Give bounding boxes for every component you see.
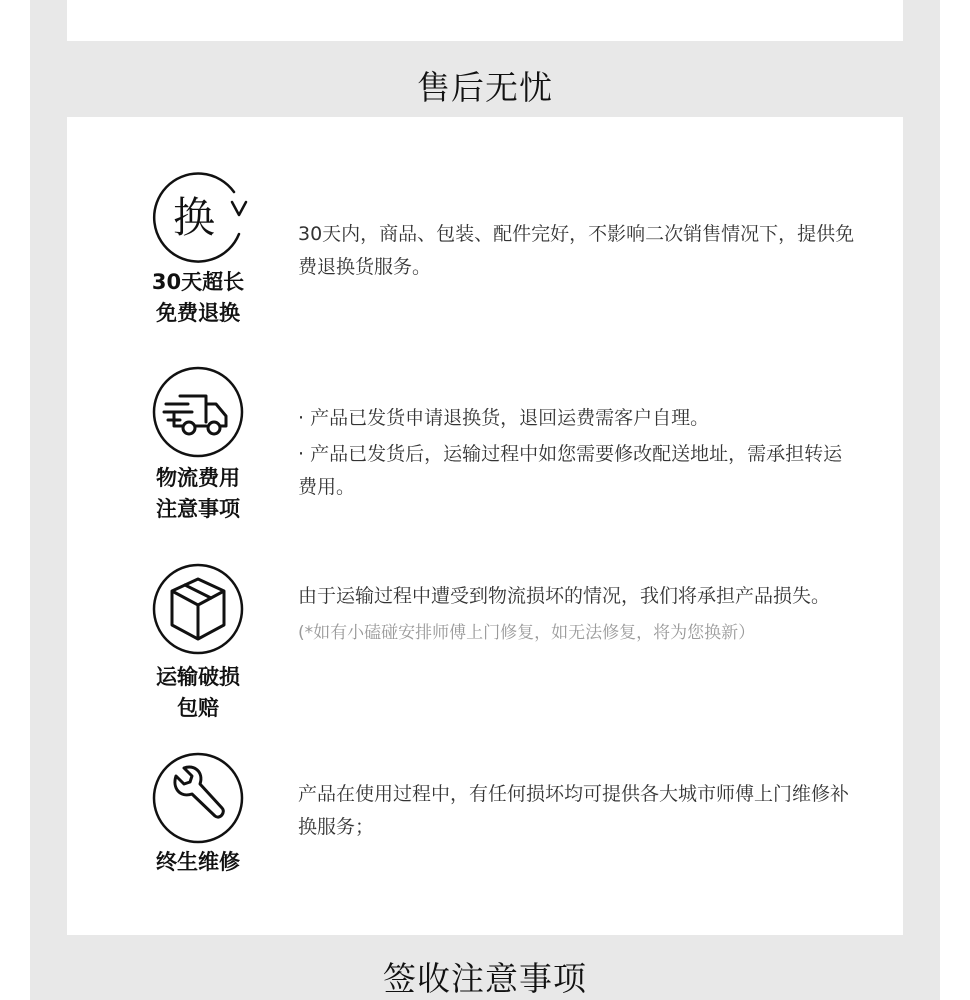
shipping-label-line-1: 物流费用 (156, 466, 240, 490)
exchange-paragraph-1: 30天内，商品、包装、配件完好，不影响二次销售情况下，提供免费退换货服务。 (298, 223, 855, 278)
exchange-label-line-1: 30天超长 (151, 270, 245, 294)
delivery-truck-icon (152, 366, 244, 458)
repair-label-line-1: 终生维修 (156, 850, 240, 874)
exchange-label-line-2: 免费退换 (156, 301, 240, 325)
damage-description (298, 580, 858, 650)
exchange-icon (152, 170, 244, 262)
shipping-paragraph-2: · 产品已发货后，运输过程中如您需要修改配送地址，需承担转运费用。 (298, 443, 843, 498)
repair-label (128, 847, 268, 878)
previous-section-card (67, 0, 903, 41)
damage-paragraph-1: 由于运输过程中遭受到物流损坏的情况，我们将承担产品损失。 (298, 585, 831, 607)
damage-note: (*如有小磕碰安排师傅上门修复，如无法修复，将为您换新） (298, 623, 756, 643)
repair-description (298, 778, 858, 844)
package-box-icon (152, 563, 244, 655)
exchange-description (298, 218, 858, 284)
repair-paragraph-1: 产品在使用过程中，有任何损坏均可提供各大城市师傅上门维修补换服务； (298, 783, 850, 838)
shipping-label-line-2: 注意事项 (156, 497, 240, 521)
damage-label-line-1: 运输破损 (156, 665, 240, 689)
damage-label-line-2: 包赔 (177, 696, 219, 720)
after-sales-title: 售后无忧 (417, 68, 553, 107)
wrench-icon (152, 752, 244, 844)
exchange-label (128, 267, 268, 329)
shipping-description (298, 402, 858, 504)
shipping-label (128, 463, 268, 525)
shipping-paragraph-1: · 产品已发货申请退换货，退回运费需客户自理。 (298, 407, 710, 429)
damage-label (128, 662, 268, 724)
exchange-icon-glyph: 换 (172, 193, 216, 242)
receipt-notes-title: 签收注意事项 (383, 959, 587, 998)
